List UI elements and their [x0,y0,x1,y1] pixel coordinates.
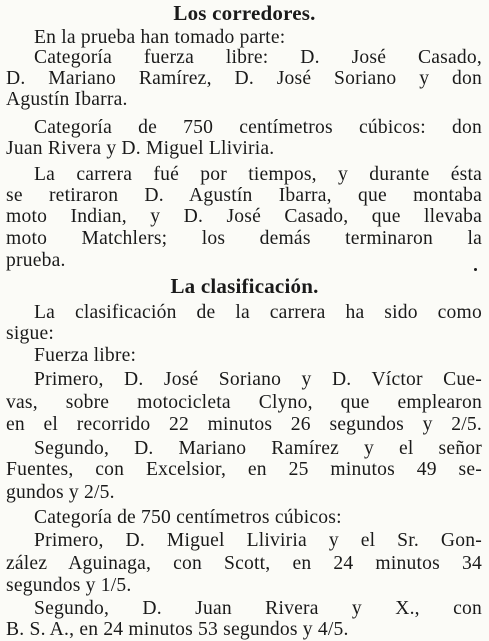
text-line: D. Mariano Ramírez, D. José Soriano y don [6,68,482,89]
text-line: Segundo, D. Mariano Ramírez y el señor [34,438,482,459]
text-line: Primero, D. Miguel Lliviria y el Sr. Gon- [34,530,482,551]
text-line: en el recorrido 22 minutos 26 segundos y 2/5. [6,414,482,435]
text-line: gundos y 2/5. [6,482,115,503]
text-line: segundos y 1/5. [6,575,132,596]
text-line: En la prueba han tomado parte: [34,27,286,48]
text-line: B. S. A., en 24 minutos 53 segundos y 4/5. [6,619,349,640]
text-line: Categoría de 750 centímetros cúbicos: [34,507,342,528]
text-line: Juan Rivera y D. Miguel Lliviria. [6,138,275,159]
text-line: Fuerza libre: [34,345,137,366]
text-line: Categoría de 750 centímetros cúbicos: don [34,117,482,138]
text-line: se retiraron D. Agustín Ibarra, que montaba [6,185,482,206]
text-line: Categoría fuerza libre: D. José Casado, [34,47,482,68]
heading-la-clasificacion: La clasificación. [170,274,319,298]
text-line: La clasificación de la carrera ha sido como [34,302,482,323]
text-line: La carrera fué por tiempos, y durante ésta [34,164,482,185]
text-line: Fuentes, con Excelsior, en 25 minutos 49 se- [6,459,482,480]
text-line: moto Indian, y D. José Casado, que llevaba [6,206,482,227]
heading-los-corredores: Los corredores. [173,1,316,25]
text-line: zález Aguinaga, con Scott, en 24 minutos 34 [6,553,482,574]
text-line: sigue: [6,323,55,344]
text-line: moto Matchlers; los demás terminaron la [6,228,482,249]
text-line: prueba. [6,250,66,271]
text-line: vas, sobre motocicleta Clyno, que emplearon [6,392,482,413]
text-line: Segundo, D. Juan Rivera y X., con [34,598,482,619]
ink-speck [474,268,477,271]
text-line: Agustín Ibarra. [6,89,128,110]
text-line: Primero, D. José Soriano y D. Víctor Cue- [34,369,482,390]
